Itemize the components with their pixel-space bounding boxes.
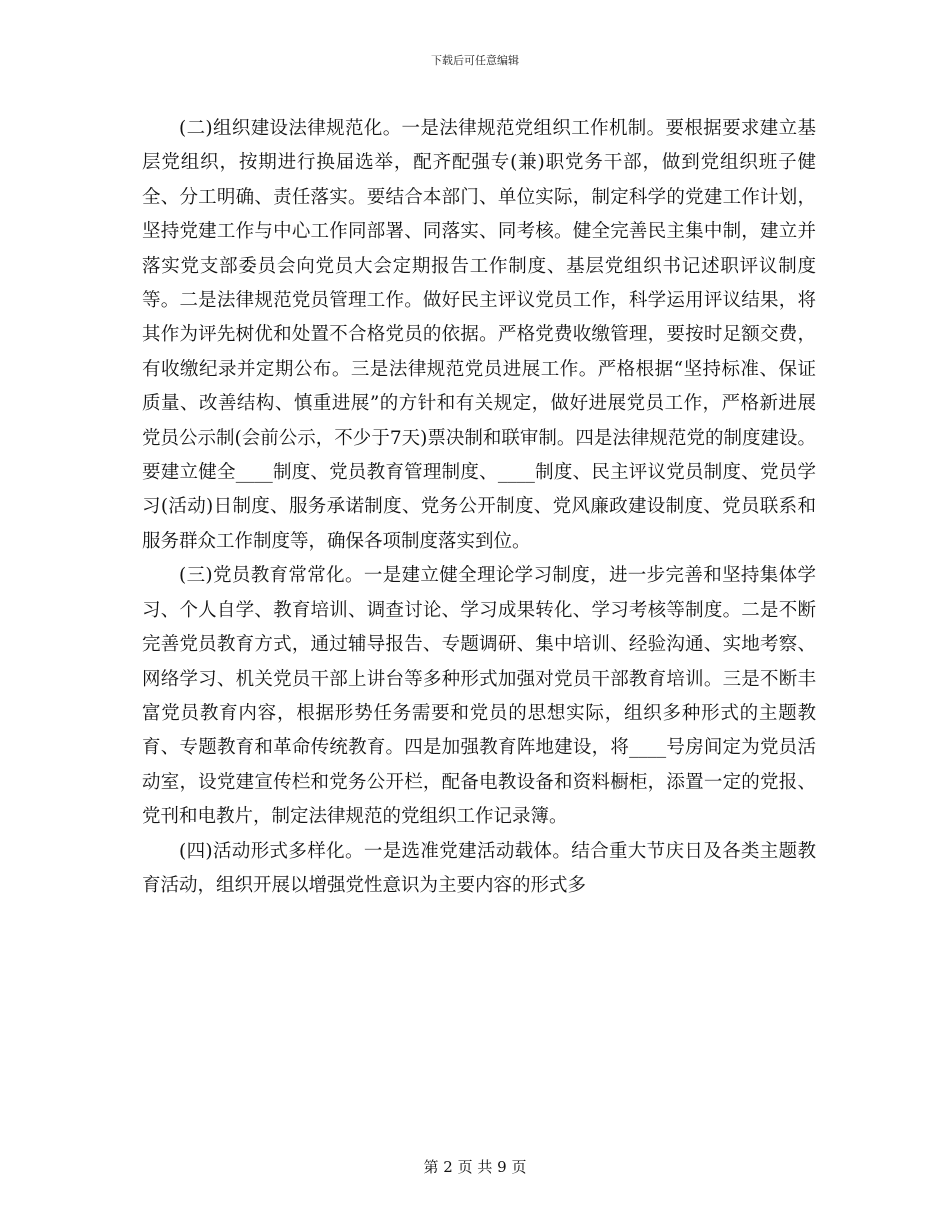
page-header: 下载后可任意编辑 bbox=[431, 54, 519, 67]
page-number: 第 2 页 共 9 页 bbox=[423, 1158, 527, 1176]
paragraph-organization: (二)组织建设法律规范化。一是法律规范党组织工作机制。要根据要求建立基层党组织，按期进行换届选举，配齐配强专(兼)职党务干部，做到党组织班子健全、分工明确、责任落实。要结合本部门、单位实际，制定科学的党建工作计划，坚持党建工作与中心工作同部署、同落实、同考核。健全完善民主集中制，建立并落实党支部委员会向党员大会定期报告工作制度、基层党组织书记述职评议制度等。二是法律规范党员管理工作。做好民主评议党员工作，科学运用评议结果，将其作为评先树优和处置不合格党员的依据。严格党费收缴管理，要按时足额交费，有收缴纪录并定期公布。三是法律规范党员进展工作。严格根据“坚持标准、保证质量、改善结构、慎重进展”的方针和有关规定，做好进展党员工作，严格新进展党员公示制(会前公示，不少于7天)票决制和联审制。四是法律规范党的制度建设。要建立健全____制度、党员教育管理制度、____制度、民主评议党员制度、党员学习(活动)日制度、服务承诺制度、党务公开制度、党风廉政建设制度、党员联系和服务群众工作制度等，确保各项制度落实到位。 bbox=[142, 118, 816, 552]
paragraph-activities: (四)活动形式多样化。一是选准党建活动载体。结合重大节庆日及各类主题教育活动，组织开展以增强党性意识为主要内容的形式多 bbox=[142, 840, 816, 896]
paragraph-education: (三)党员教育常常化。一是建立健全理论学习制度，进一步完善和坚持集体学习、个人自学、教育培训、调查讨论、学习成果转化、学习考核等制度。二是不断完善党员教育方式，通过辅导报告、专题调研、集中培训、经验沟通、实地考察、网络学习、机关党员干部上讲台等多种形式加强对党员干部教育培训。三是不断丰富党员教育内容，根据形势任务需要和党员的思想实际，组织多种形式的主题教育、专题教育和革命传统教育。四是加强教育阵地建设，将____号房间定为党员活动室，设党建宣传栏和党务公开栏，配备电教设备和资料橱柜，添置一定的党报、党刊和电教片，制定法律规范的党组织工作记录簿。 bbox=[142, 565, 816, 828]
document-body bbox=[142, 112, 816, 903]
